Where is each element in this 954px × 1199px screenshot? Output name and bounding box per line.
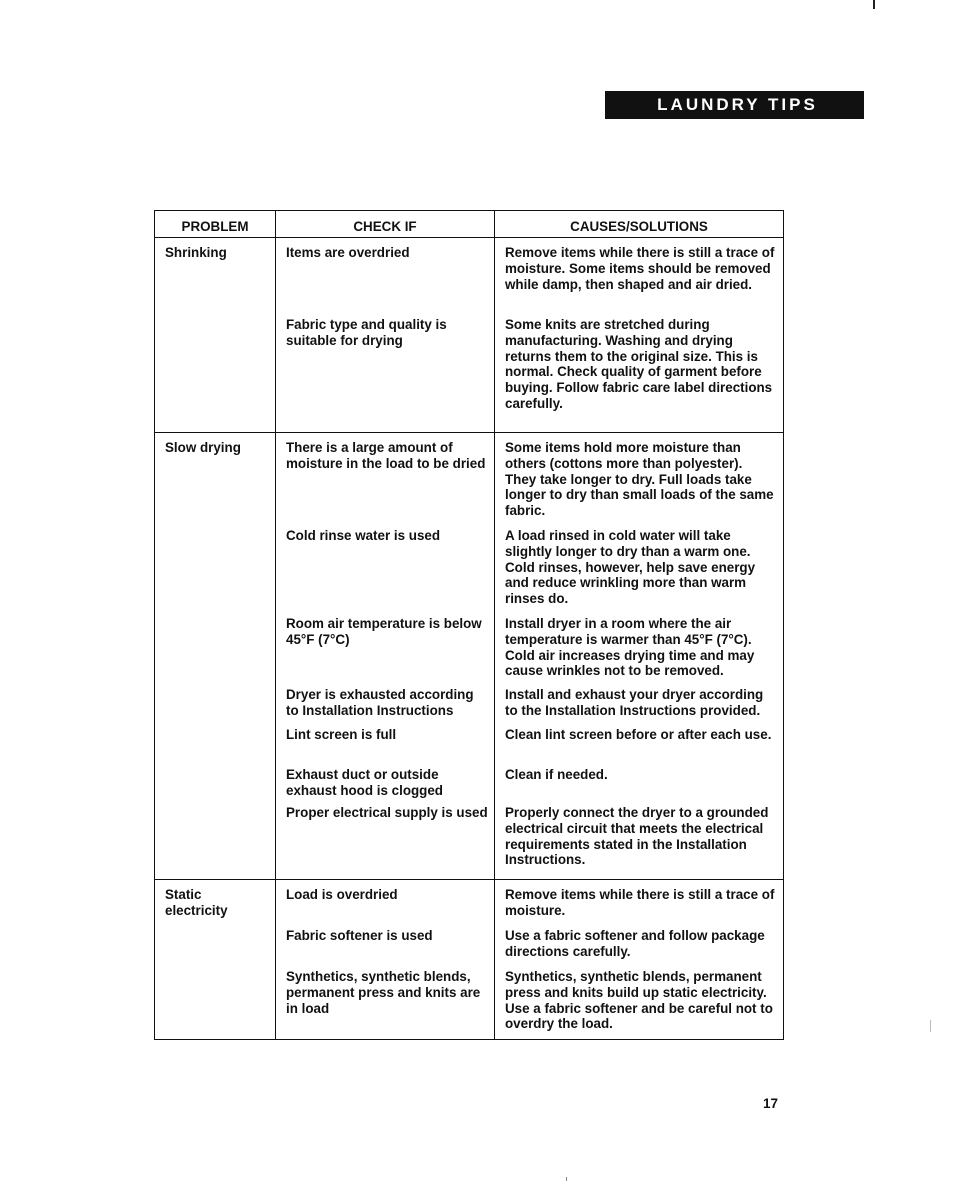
solution-item: Use a fabric softener and follow package directions carefully.: [505, 928, 765, 959]
scan-mark-top: [873, 0, 875, 9]
section-banner: LAUNDRY TIPS: [605, 91, 864, 119]
check-item: Synthetics, synthetic blends, permanent press and knits are in load: [286, 969, 481, 1016]
check-cell: [276, 433, 495, 880]
column-header-causes-solutions: CAUSES/SOLUTIONS: [495, 211, 784, 238]
check-item: Fabric type and quality is suitable for drying: [286, 317, 447, 348]
check-item: Load is overdried: [286, 887, 398, 902]
check-cell: [276, 880, 495, 1040]
solution-item: Some items hold more moisture than others (cottons more than polyester). They take longer to dry. Full loads take longer to dry than small loads of the same fabric.: [505, 440, 774, 519]
solution-item: Remove items while there is still a trace of moisture. Some items should be removed while damp, then shaped and air dried.: [505, 245, 775, 292]
problem-label: Shrinking: [165, 245, 227, 260]
scan-mark-right: [930, 1020, 931, 1032]
check-item: Lint screen is full: [286, 727, 397, 742]
laundry-tips-table: [154, 210, 784, 1040]
check-item: Proper electrical supply is used: [286, 805, 488, 820]
table-row-shrinking: [155, 238, 784, 433]
check-item: Cold rinse water is used: [286, 528, 441, 543]
solution-cell: [495, 880, 784, 1040]
table-row-slow-drying: [155, 433, 784, 880]
check-item: Items are overdried: [286, 245, 410, 260]
solution-item: Synthetics, synthetic blends, permanent press and knits build up static electricity. Use a fabric softener and be careful not to overdry the load.: [505, 969, 773, 1032]
table-header-row: [155, 211, 784, 238]
solution-cell: [495, 238, 784, 433]
check-cell: [276, 238, 495, 433]
solution-item: Install and exhaust your dryer according to the Installation Instructions provided.: [505, 687, 764, 718]
solution-item: Remove items while there is still a trace of moisture.: [505, 887, 775, 918]
scan-mark-bottom: [566, 1177, 567, 1181]
problem-cell: [155, 880, 276, 1040]
check-item: Dryer is exhausted according to Installation Instructions: [286, 687, 474, 718]
check-item: There is a large amount of moisture in the load to be dried: [286, 440, 486, 471]
problem-label: Slow drying: [165, 440, 241, 455]
solution-item: A load rinsed in cold water will take slightly longer to dry than a warm one. Cold rinses, however, help save energy and reduce wrinkling more than warm rinses do.: [505, 528, 756, 607]
solution-item: Clean if needed.: [505, 767, 608, 782]
column-header-problem: PROBLEM: [155, 211, 276, 238]
solution-item: Properly connect the dryer to a grounded electrical circuit that meets the electrical requirements stated in the Installation Instructions.: [505, 805, 769, 868]
solution-item: Clean lint screen before or after each use.: [505, 727, 772, 742]
table-row-static-electricity: [155, 880, 784, 1040]
check-item: Exhaust duct or outside exhaust hood is clogged: [286, 767, 443, 798]
solution-item: Some knits are stretched during manufacturing. Washing and drying returns them to the original size. This is normal. Check quality of garment before buying. Follow fabric care label directions carefully.: [505, 317, 773, 411]
check-item: Fabric softener is used: [286, 928, 433, 943]
column-header-check-if: CHECK IF: [276, 211, 495, 238]
page-number: 17: [763, 1096, 779, 1111]
problem-cell: [155, 433, 276, 880]
solution-cell: [495, 433, 784, 880]
problem-cell: [155, 238, 276, 433]
problem-label: Static electricity: [165, 887, 228, 918]
solution-item: Install dryer in a room where the air temperature is warmer than 45°F (7°C). Cold air increases drying time and may cause wrinkles not to be removed.: [505, 616, 755, 679]
check-item: Room air temperature is below 45°F (7°C): [286, 616, 482, 647]
